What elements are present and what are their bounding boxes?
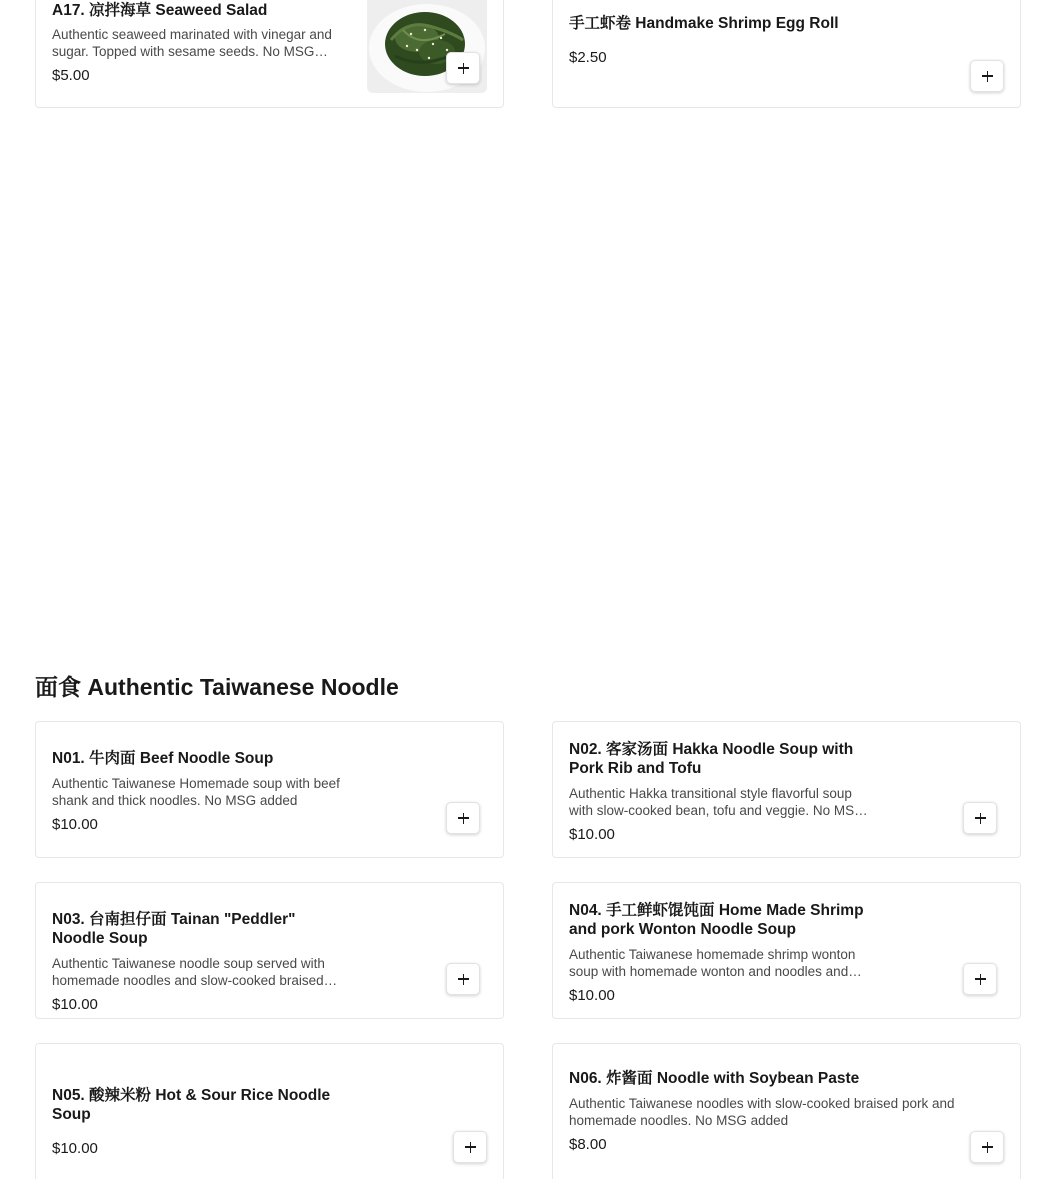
plus-icon <box>458 63 469 74</box>
add-to-cart-button[interactable] <box>446 963 480 995</box>
plus-icon <box>465 1142 476 1153</box>
item-description: Authentic Taiwanese noodles with slow-cooked braised pork and homemade noodles. No MSG added <box>569 1096 955 1128</box>
item-description: Authentic Hakka transitional style flavorful soup with slow-cooked bean, tofu and veggie. No MSG <box>569 786 865 818</box>
item-price: $10.00 <box>52 1140 98 1157</box>
add-to-cart-button[interactable] <box>453 1131 487 1163</box>
add-to-cart-button[interactable] <box>963 963 997 995</box>
item-price: $10.00 <box>569 826 615 843</box>
plus-icon <box>982 71 993 82</box>
add-to-cart-button[interactable] <box>446 802 480 834</box>
item-title: 手工虾卷 Handmake Shrimp Egg Roll <box>569 15 839 32</box>
item-price: $10.00 <box>52 996 98 1013</box>
plus-icon <box>982 1142 993 1153</box>
item-description: Authentic Taiwanese homemade shrimp wonton soup with homemade wonton and noodles and <box>569 947 856 979</box>
plus-icon <box>458 974 469 985</box>
menu-item-card-a17[interactable] <box>35 0 504 108</box>
item-price: $5.00 <box>52 67 90 84</box>
item-description: Authentic seaweed marinated with vinegar and sugar. Topped with sesame seeds. No MSG <box>52 27 332 59</box>
plus-icon <box>458 813 469 824</box>
menu-item-card-n01[interactable] <box>35 721 504 858</box>
menu-item-card-n05[interactable] <box>35 1043 504 1179</box>
item-title: N02. 客家汤面 Hakka Noodle Soup with Pork Rib and Tofu <box>569 741 854 777</box>
add-to-cart-button[interactable] <box>970 1131 1004 1163</box>
section-title: 面食 Authentic Taiwanese Noodle <box>35 674 399 700</box>
item-description: Authentic Taiwanese Homemade soup with beef shank and thick noodles. No MSG added <box>52 776 340 808</box>
item-description: Authentic Taiwanese noodle soup served with homemade noodles and slow-cooked braised <box>52 956 325 988</box>
menu-item-card-n03[interactable] <box>35 882 504 1019</box>
item-price: $10.00 <box>569 987 615 1004</box>
item-price: $8.00 <box>569 1136 607 1153</box>
item-title: N06. 炸酱面 Noodle with Soybean Paste <box>569 1070 860 1087</box>
plus-icon <box>975 974 986 985</box>
menu-item-card-shrimp-egg-roll[interactable] <box>552 0 1021 108</box>
menu-item-card-n06[interactable] <box>552 1043 1021 1179</box>
item-title: N05. 酸辣米粉 Hot & Sour Rice Noodle Soup <box>52 1087 331 1123</box>
menu-item-card-n02[interactable] <box>552 721 1021 858</box>
item-title: N04. 手工鲜虾馄饨面 Home Made Shrimp and pork Wonton Noodle Soup <box>569 902 864 938</box>
item-title: N01. 牛肉面 Beef Noodle Soup <box>52 750 274 767</box>
item-title: N03. 台南担仔面 Tainan "Peddler" Noodle Soup <box>52 911 296 947</box>
add-to-cart-button[interactable] <box>446 52 480 84</box>
item-price: $2.50 <box>569 49 607 66</box>
add-to-cart-button[interactable] <box>970 60 1004 92</box>
menu-item-card-n04[interactable] <box>552 882 1021 1019</box>
plus-icon <box>975 813 986 824</box>
item-title: A17. 凉拌海草 Seaweed Salad <box>52 2 268 19</box>
item-price: $10.00 <box>52 816 98 833</box>
add-to-cart-button[interactable] <box>963 802 997 834</box>
